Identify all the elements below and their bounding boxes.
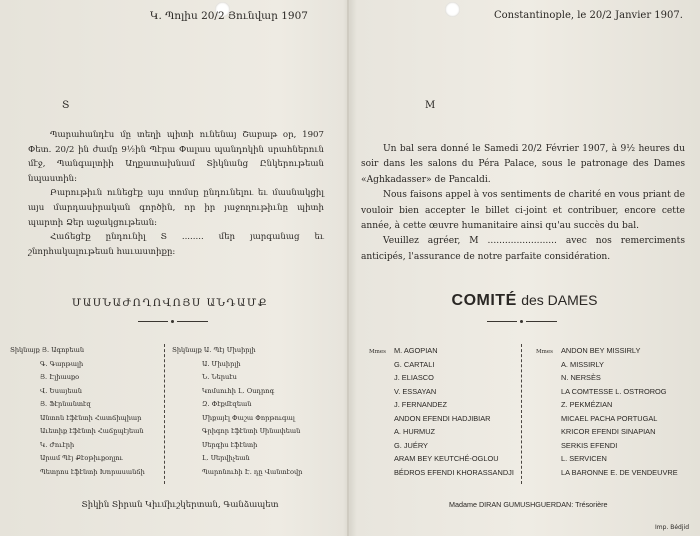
committee-member: LA BARONNE E. DE VENDEUVRE (561, 467, 678, 477)
committee-member: L. SERVICEN (561, 454, 607, 463)
committee-member: Անտոն էֆէնտի Հատճիպիար (40, 413, 142, 422)
committee-member: Սերգիս էֆէնտի (202, 440, 258, 449)
armenian-page (0, 0, 347, 536)
armenian-committee-title: ՄԱՍՆԱԺՈՂՈՎՈՅՍ ԱՆԴԱՄՔ (71, 297, 269, 309)
french-names-right (561, 344, 678, 479)
french-paragraph: Veuillez agréer, M ........................ avec nos remerciments anticipés, l'assurance de notre parfaite considération. (361, 236, 685, 262)
armenian-body (28, 128, 324, 259)
committee-member: Կոմսուհի Լ. Օսդրոգ (202, 386, 275, 395)
committee-member: A. HURMUZ (394, 427, 436, 436)
committee-member: Աւետիք էֆէնտի Հաճըպէյեան (40, 427, 144, 435)
armenian-names-right (172, 344, 302, 479)
committee-member: Լ. Սերվիչեան (202, 454, 250, 462)
committee-member: Տիկնայք Ա. Պէյ Միսիրլի (172, 346, 256, 354)
committee-member: Պետրոս էֆէնտի Խորասանճի (40, 467, 145, 476)
french-paragraph: Un bal sera donné le Samedi 20/2 Février 1907, à 9½ heures du soir dans les salons du Péra Palace, sous le patronage des Dames «Aghkadasser» de Pancaldi. (361, 144, 685, 185)
committee-member: Վ. Եսայեան (40, 386, 82, 395)
armenian-paragraph: Հաճեցէք ընդունիլ Տ ........ մեր յարգանաց եւ շնորհակալութեան հաւաստիքը: (28, 232, 324, 257)
committee-member: Արամ Պէյ Քէօթիւքօղլու (40, 454, 123, 462)
committee-member: Տիկնայք Յ. Ագոբեան (10, 346, 85, 354)
committee-member: BÉDROS EFENDI KHORASSANDJI (394, 467, 514, 477)
committee-member: G. JUÉRY (394, 440, 428, 450)
committee-member: Յ. Ֆէրնանտէզ (40, 400, 91, 408)
french-treasurer: Madame DIRAN GUMUSHGUERDAN: Trésorière (449, 500, 608, 509)
committee-member: Z. PEKMÉZIAN (561, 400, 613, 409)
committee-member: MICAEL PACHA PORTUGAL (561, 413, 658, 423)
armenian-paragraph: Պարահանդէս մը տեղի պիտի ունենայ Շաբաթ օր, 1907 Փետ. 20/2 ին ժամը 9½ին Պէրա Փալաս պանդոկին սրահներուն մէջ, Պանգալտիի Աղքատախնամ Տիկնանց Ընկերութեան նպաստին: (28, 130, 324, 184)
committee-member: Պարոնուհի Է. դը Վանտէօվր (202, 467, 303, 476)
committee-member: J. ELIASCO (394, 373, 434, 382)
armenian-salutation: Տ (62, 100, 70, 111)
committee-member: V. ESSAYAN (394, 386, 437, 396)
committee-member: LA COMTESSE L. OSTROROG (561, 386, 667, 396)
committee-member: Միքայէլ Փաշա Փորթուգալ (202, 413, 295, 422)
mmes-prefix: Mmes (369, 349, 386, 355)
committee-title-main: COMITÉ (451, 292, 517, 309)
french-committee-title (349, 292, 700, 310)
committee-member: Գրիգոր էֆէնտի Սինափեան (202, 427, 301, 435)
committee-member: Յ. Էլիասքօ (40, 373, 80, 381)
french-date: Constantinople, le 20/2 Janvier 1907. (494, 10, 683, 21)
committee-member: Ա. Միսիրլի (202, 359, 241, 368)
title-ornament (138, 320, 208, 324)
committee-member: SERKIS EFENDI (561, 440, 618, 450)
french-names-left (394, 344, 514, 479)
committee-member: Ն. Ներսէս (202, 373, 237, 381)
french-salutation: M (425, 100, 436, 111)
committee-member: J. FERNANDEZ (394, 400, 447, 409)
committee-member: A. MISSIRLY (561, 359, 604, 369)
committee-title-rest: des DAMES (521, 292, 598, 308)
armenian-paragraph: Բարութիւն ունեցէք այս տոմսը ընդունելու եւ մասնակցիլ այս մարդասիրական գործին, որ իր յաջողութիւնը պիտի պարտի Ձեր աջակցութեան: (28, 188, 324, 228)
armenian-treasurer: Տիկին Տիրան Կիւմիւշկերտան, Գանձապետ (81, 500, 279, 510)
committee-member: ANDON BEY MISSIRLY (561, 346, 641, 355)
committee-member: ARAM BEY KEUTCHÉ-OGLOU (394, 454, 499, 463)
committee-member: G. CARTALI (394, 359, 435, 369)
french-paragraph: Nous faisons appel à vos sentiments de charité en vous priant de vouloir bien accepter le billet ci-joint et contribuer, encore cette année, à cette œuvre humanitaire ainsi qu'au succès du bal. (361, 190, 685, 232)
armenian-date: Կ. Պոլիս 20/2 Յունվար 1907 (150, 10, 308, 22)
column-divider (164, 344, 165, 484)
committee-member: N. NERSÈS (561, 373, 601, 382)
mmes-prefix: Mmes (536, 349, 553, 355)
armenian-names-left (10, 344, 145, 479)
committee-member: Զ. Փէքմէզեան (202, 400, 252, 408)
french-body (361, 142, 685, 265)
column-divider (521, 344, 522, 484)
committee-member: ANDON EFENDI HADJIBIAR (394, 413, 491, 423)
committee-member: KRICOR EFENDI SINAPIAN (561, 427, 656, 436)
title-ornament (487, 320, 557, 324)
committee-member: Կ. Ժուէրի (40, 440, 75, 449)
french-page (349, 0, 700, 536)
committee-member: M. AGOPIAN (394, 346, 438, 355)
committee-member: Գ. Գարթալի (40, 359, 84, 368)
printer-imprint: Imp. Bédjid (655, 524, 689, 531)
